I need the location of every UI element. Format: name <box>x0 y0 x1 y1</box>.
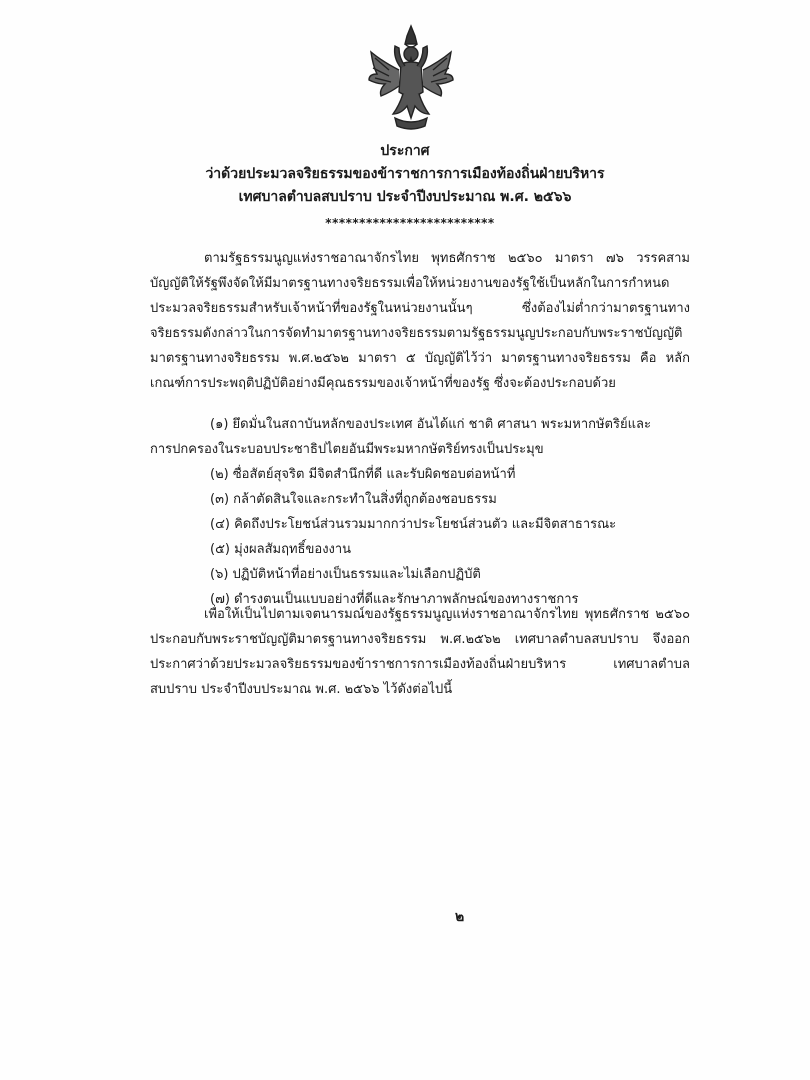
page-number: ๒ <box>455 909 465 925</box>
list-item: (๒) ซื่อสัตย์สุจริต มีจิตสำนึกที่ดี และรับผิดชอบต่อหน้าที่ <box>210 467 516 482</box>
list-item: (๕) มุ่งผลสัมฤทธิ์ของงาน <box>210 542 352 557</box>
list-item: (๓) กล้าตัดสินใจและกระทำในสิ่งที่ถูกต้องชอบธรรม <box>210 492 497 507</box>
garuda-emblem-icon <box>365 22 457 134</box>
paragraph-intro <box>150 246 690 396</box>
list-item: (๗) ดำรงตนเป็นแบบอย่างที่ดีและรักษาภาพลักษณ์ของทางราชการ <box>210 592 579 607</box>
ethics-standards-list <box>150 412 690 612</box>
announcement-heading: ประกาศ <box>380 143 430 159</box>
list-item: (๔) คิดถึงประโยชน์ส่วนรวมมากกว่าประโยชน์ส่วนตัว และมีจิตสาธารณะ <box>210 517 617 532</box>
announcement-organization: เทศบาลตำบลสบปราบ ประจำปีงบประมาณ พ.ศ. ๒๕๖๖ <box>238 189 572 205</box>
list-item: (๑) ยึดมั่นในสถาบันหลักของประเทศ อันได้แก่ ชาติ ศาสนา พระมหากษัตริย์และ <box>210 417 651 432</box>
list-item: (๖) ปฏิบัติหน้าที่อย่างเป็นธรรมและไม่เลือกปฏิบัติ <box>210 567 481 582</box>
separator-line: ************************* <box>325 216 495 230</box>
paragraph-intro-text: ตามรัฐธรรมนูญแห่งราชอาณาจักรไทย พุทธศักราช ๒๕๖๐ มาตรา ๗๖ วรรคสาม บัญญัติให้รัฐพึงจัดให้มีมาตรฐานทางจริยธรรมเพื่อให้หน่วยงานของรัฐใช้เป็นหลักในการกำหนดประมวลจริยธรรมสำหรับเจ้าหน้าที่ของรัฐในหน่วยงานนั้นๆ ซึ่งต้องไม่ต่ำกว่ามาตรฐานทางจริยธรรมดังกล่าวในการจัดทำมาตรฐานทางจริยธรรมตามรัฐธรรมนูญประกอบกับพระราชบัญญัติมาตรฐานทางจริยธรรม พ.ศ.๒๕๖๒ มาตรา ๕ บัญญัติไว้ว่า มาตรฐานทางจริยธรรม คือ หลักเกณฑ์การประพฤติปฏิบัติอย่างมีคุณธรรมของเจ้าหน้าที่ของรัฐ ซึ่งจะต้องประกอบด้วย <box>150 251 690 391</box>
list-item-continuation: การปกครองในระบอบประชาธิปไตยอันมีพระมหากษัตริย์ทรงเป็นประมุข <box>150 442 544 457</box>
paragraph-purpose-text: เพื่อให้เป็นไปตามเจตนารมณ์ของรัฐธรรมนูญแห่งราชอาณาจักรไทย พุทธศักราช ๒๕๖๐ ประกอบกับพระราชบัญญัติมาตรฐานทางจริยธรรม พ.ศ.๒๕๖๒ เทศบาลตำบลสบปราบ จึงออกประกาศว่าด้วยประมวลจริยธรรมของข้าราชการการเมืองท้องถิ่นฝ่ายบริหาร เทศบาลตำบลสบปราบ ประจำปีงบประมาณ พ.ศ. ๒๕๖๖ ไว้ดังต่อไปนี้ <box>150 607 690 697</box>
announcement-subject: ว่าด้วยประมวลจริยธรรมของข้าราชการการเมืองท้องถิ่นฝ่ายบริหาร <box>205 166 605 182</box>
paragraph-purpose <box>150 602 690 702</box>
